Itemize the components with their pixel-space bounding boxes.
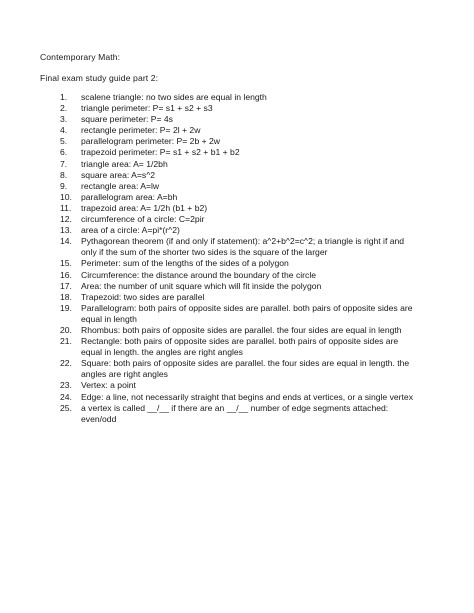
list-item (60, 159, 420, 170)
item-number: 13. (60, 225, 72, 236)
list-item (60, 181, 420, 192)
item-text: Circumference: the distance around the boundary of the circle (81, 269, 317, 280)
list-item (60, 125, 420, 136)
study-guide-list (60, 92, 420, 425)
item-text: trapezoid area: A= 1/2h (b1 + b2) (81, 202, 208, 213)
item-text: circumference of a circle: C=2pir (81, 214, 205, 225)
item-number: 9. (60, 180, 68, 191)
item-text: area of a circle: A=pi*(r^2) (81, 225, 180, 236)
item-number: 6. (60, 147, 68, 158)
item-number: 14. (60, 236, 72, 247)
item-text: parallelogram perimeter: P= 2b + 2w (81, 136, 221, 147)
item-number: 1. (60, 92, 68, 102)
item-text: parallelogram area: A=bh (81, 191, 178, 202)
item-text: square area: A=s^2 (81, 169, 156, 180)
item-number: 24. (60, 391, 72, 402)
list-item (60, 214, 420, 225)
list-item (60, 270, 420, 281)
study-guide-subtitle: Final exam study guide part 2: (40, 73, 159, 83)
item-number: 17. (60, 280, 72, 291)
item-text: Trapezoid: two sides are parallel (81, 291, 205, 302)
item-text: Perimeter: sum of the lengths of the sides of a polygon (81, 258, 289, 269)
item-text: rectangle perimeter: P= 2l + 2w (81, 125, 201, 136)
item-text: Pythagorean theorem (if and only if statement): a^2+b^2=c^2; a triangle is right if and only if the sum of the shorter two sides is the square of the larger (81, 236, 405, 258)
item-number: 8. (60, 169, 68, 180)
list-item (60, 292, 420, 303)
item-text: square perimeter: P= 4s (81, 114, 173, 125)
item-text: Rectangle: both pairs of opposite sides are parallel. both pairs of opposite sides are equal in length. the angles are right angles (81, 336, 399, 358)
item-number: 3. (60, 114, 68, 125)
item-number: 23. (60, 380, 72, 391)
item-text: scalene triangle: no two sides are equal in length (81, 92, 267, 102)
item-number: 12. (60, 214, 72, 225)
item-number: 20. (60, 324, 72, 335)
list-item (60, 147, 420, 158)
list-item (60, 325, 420, 336)
list-item (60, 114, 420, 125)
item-number: 18. (60, 291, 72, 302)
list-item (60, 236, 420, 258)
list-item (60, 380, 420, 391)
list-item (60, 192, 420, 203)
list-item (60, 258, 420, 269)
item-number: 22. (60, 358, 72, 369)
list-item (60, 392, 420, 403)
list-item (60, 403, 420, 425)
course-title: Contemporary Math: (40, 52, 121, 62)
item-number: 7. (60, 158, 68, 169)
list-item (60, 358, 420, 380)
item-number: 4. (60, 125, 68, 136)
list-item (60, 203, 420, 214)
item-text: triangle perimeter: P= s1 + s2 + s3 (81, 103, 213, 114)
item-number: 21. (60, 336, 72, 347)
item-number: 16. (60, 269, 72, 280)
item-text: Area: the number of unit square which will fit inside the polygon (81, 280, 322, 291)
list-item (60, 136, 420, 147)
item-text: Rhombus: both pairs of opposite sides are parallel. the four sides are equal in length (81, 324, 402, 335)
item-text: trapezoid perimeter: P= s1 + s2 + b1 + b2 (81, 147, 240, 158)
list-item (60, 92, 420, 103)
item-number: 25. (60, 402, 72, 413)
list-item (60, 281, 420, 292)
list-item (60, 303, 420, 325)
list-item (60, 103, 420, 114)
item-text: Parallelogram: both pairs of opposite sides are parallel. both pairs of opposite sides are equal in length (81, 302, 413, 324)
item-text: Vertex: a point (81, 380, 136, 391)
item-number: 11. (60, 202, 72, 213)
item-number: 19. (60, 302, 72, 313)
item-text: Square: both pairs of opposite sides are parallel. the four sides are equal in length. the angles are right angles (81, 358, 410, 380)
item-number: 15. (60, 258, 72, 269)
item-text: Edge: a line, not necessarily straight that begins and ends at vertices, or a single vertex (81, 391, 414, 402)
item-number: 10. (60, 191, 72, 202)
list-item (60, 225, 420, 236)
item-text: a vertex is called __/__ if there are an __/__ number of edge segments attached: even/odd (81, 402, 389, 424)
list-item (60, 336, 420, 358)
item-number: 2. (60, 103, 68, 114)
item-text: rectangle area: A=lw (81, 180, 160, 191)
list-item (60, 170, 420, 181)
item-text: triangle area: A= 1/2bh (81, 158, 168, 169)
item-number: 5. (60, 136, 68, 147)
